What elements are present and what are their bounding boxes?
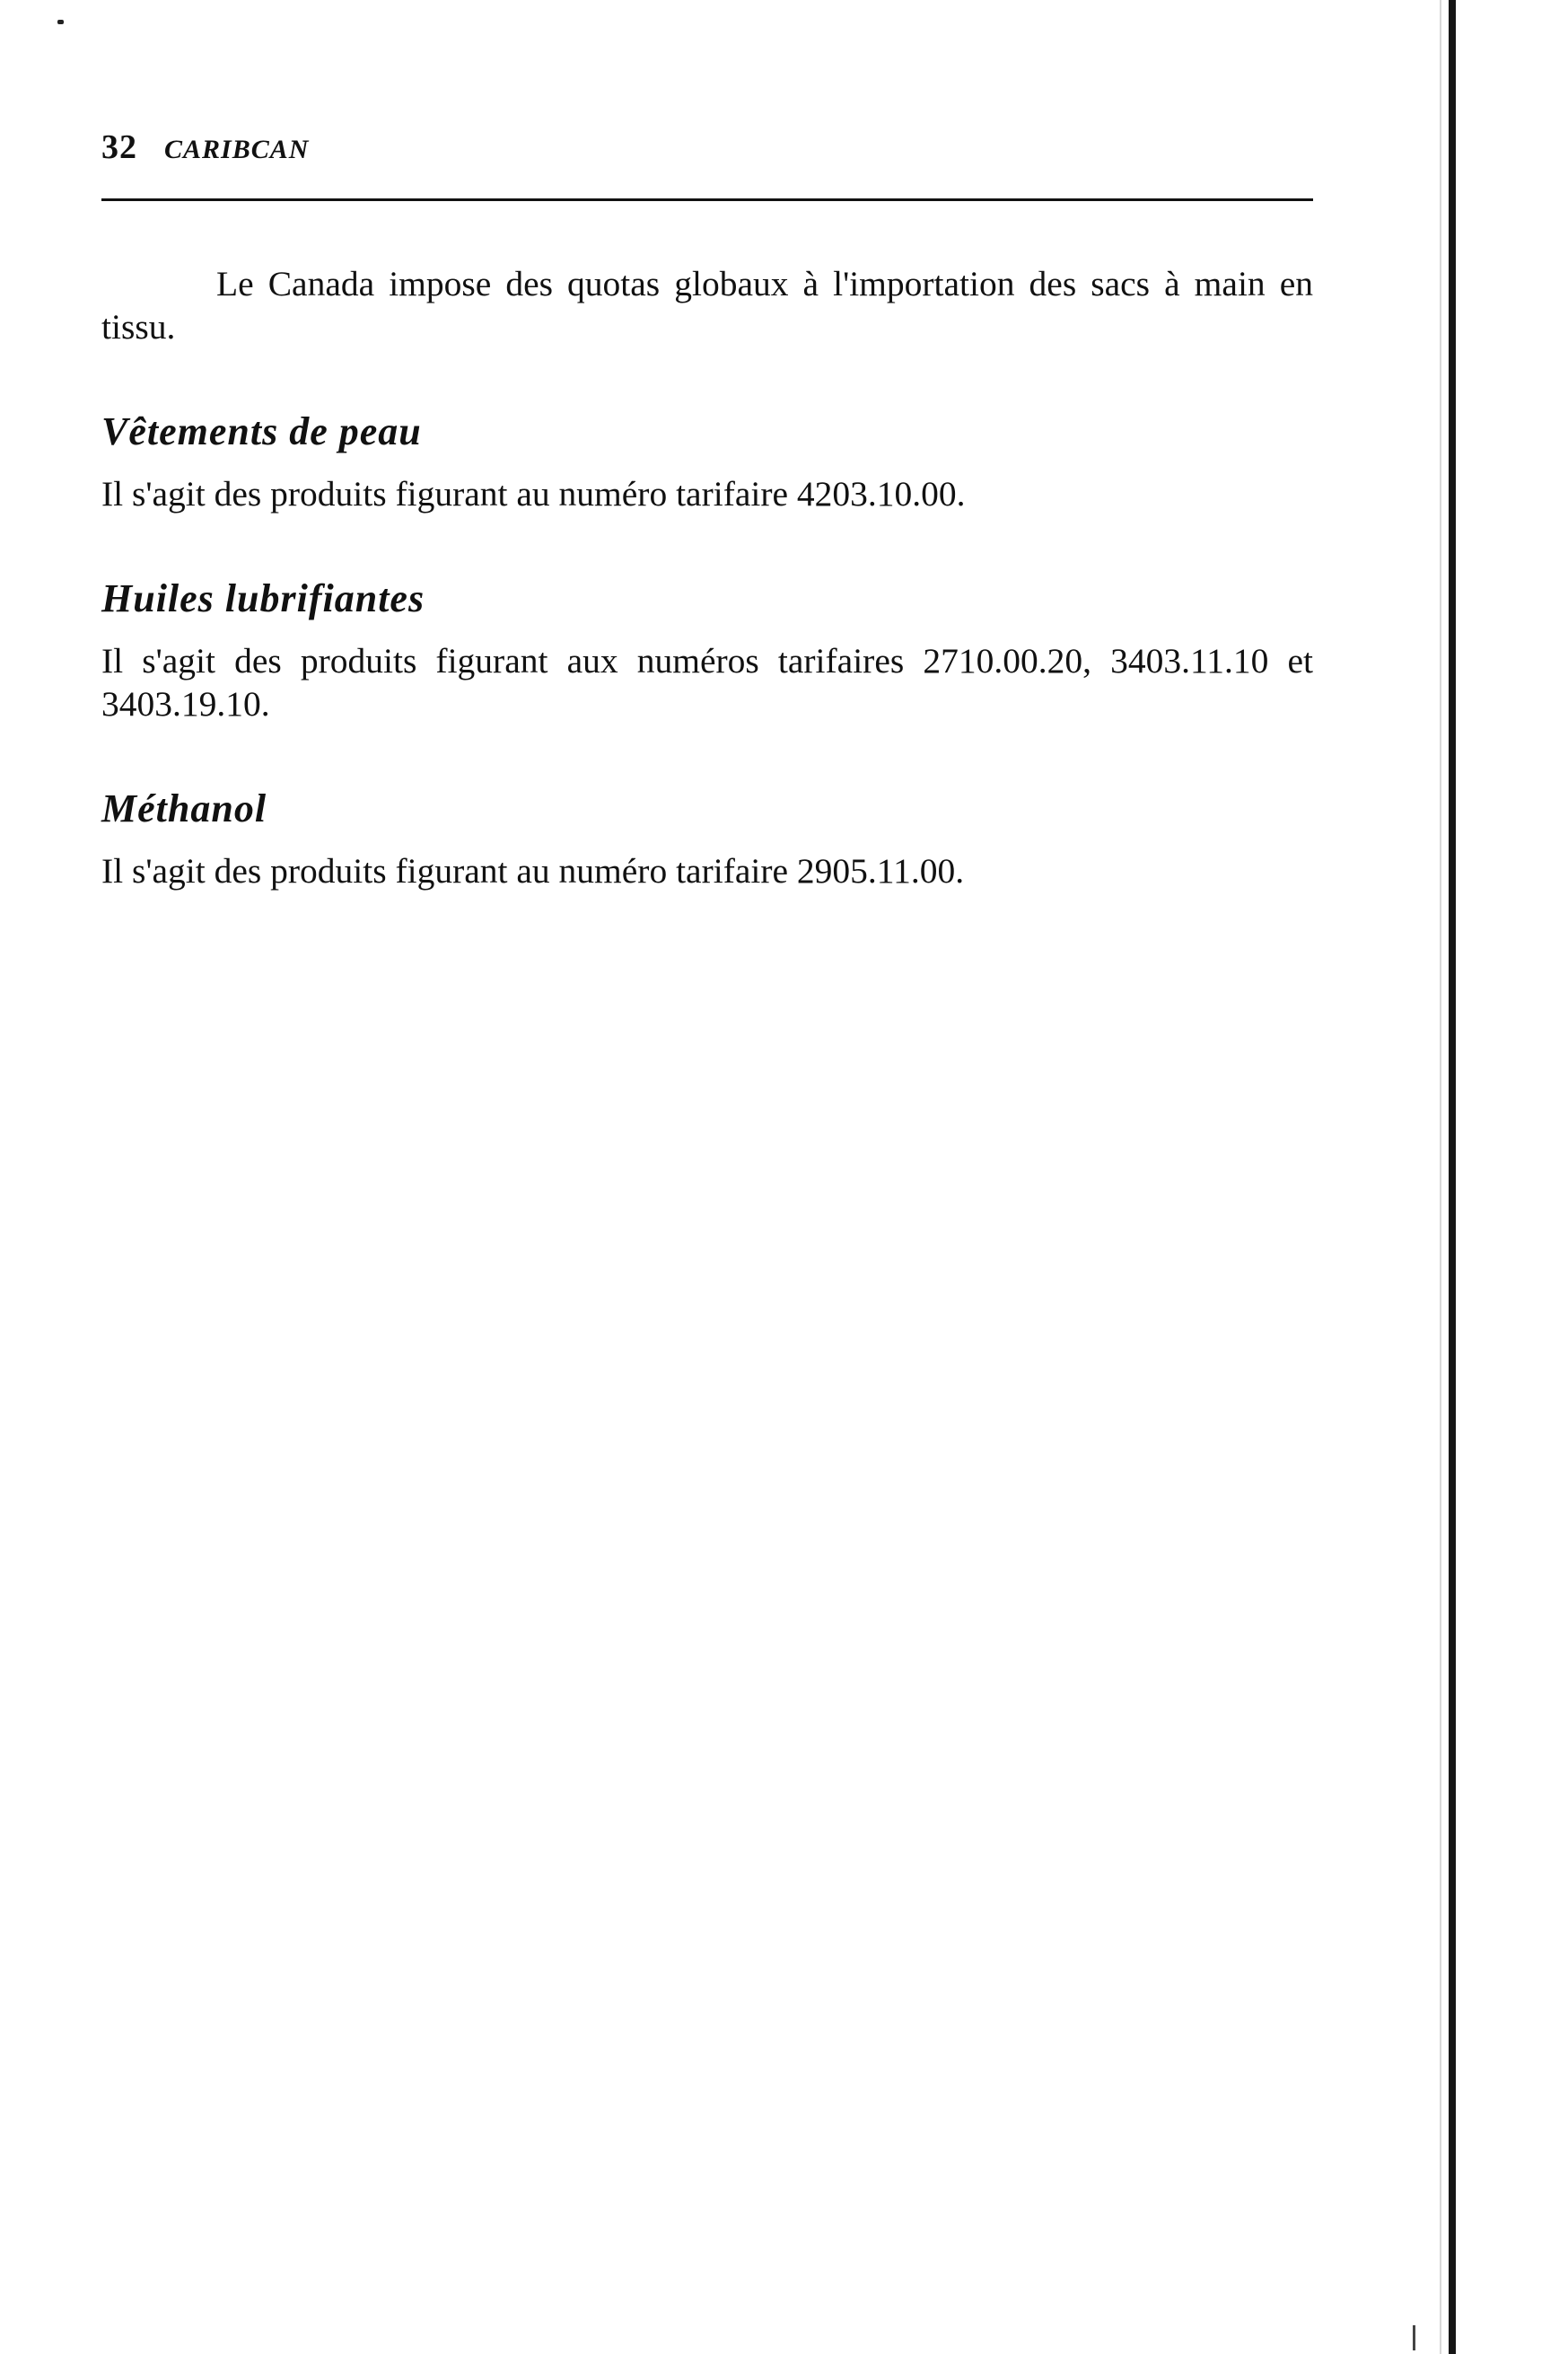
section-body: Il s'agit des produits figurant aux numéros tarifaires 2710.00.20, 3403.11.10 et 3403.19.10. — [101, 641, 1313, 724]
running-title: CARIBCAN — [164, 135, 310, 164]
scan-artifact-faint-edge — [1440, 0, 1441, 2354]
section-methanol — [101, 785, 1313, 892]
page-header — [101, 127, 1313, 167]
section-vetements-de-peau — [101, 408, 1313, 515]
section-body: Il s'agit des produits figurant au numéro tarifaire 4203.10.00. — [101, 474, 966, 514]
header-rule — [101, 198, 1313, 201]
section-heading: Vêtements de peau — [101, 409, 422, 453]
section-huiles-lubrifiantes — [101, 575, 1313, 725]
scan-artifact-dot — [57, 20, 64, 24]
page-number: 32 — [101, 128, 137, 166]
scan-artifact-page-edge — [1449, 0, 1456, 2354]
page-content — [101, 262, 1313, 892]
section-heading: Méthanol — [101, 786, 267, 830]
intro-paragraph: Le Canada impose des quotas globaux à l'importation des sacs à main en tissu. — [101, 264, 1313, 347]
section-body: Il s'agit des produits figurant au numéro tarifaire 2905.11.00. — [101, 851, 965, 891]
scan-artifact-mark — [1413, 2325, 1415, 2350]
section-heading: Huiles lubrifiantes — [101, 576, 425, 620]
